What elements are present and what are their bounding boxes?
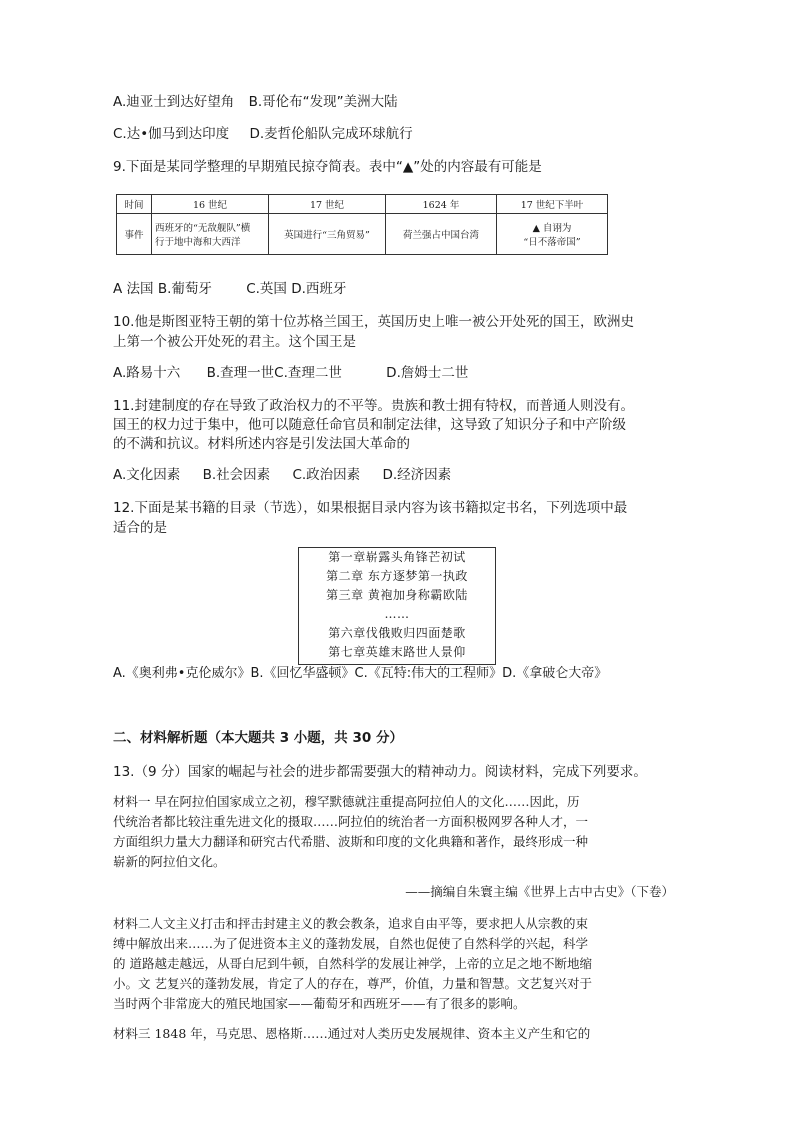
q10-stem-2: 上第一个被公开处死的君主。这个国王是 xyxy=(113,334,356,350)
material-1-line: 代统治者都比较注重先进文化的摄取……阿拉伯的统治者一方面积极网罗各种人才，一 xyxy=(113,814,589,829)
table-header-17c: 17 世纪 xyxy=(269,195,386,214)
q10-option-b[interactable]: B.查理一世 xyxy=(206,365,275,381)
material-2-line: 缚中解放出来……为了促进资本主义的蓬勃发展，自然也促使了自然科学的兴起，科学 xyxy=(113,936,589,951)
material-2-line: 材料二人文主义打击和抨击封建主义的教会教条，追求自由平等，要求把人从宗教的束 xyxy=(113,916,589,931)
q13-stem: 13.（9 分）国家的崛起与社会的进步都需要强大的精神动力。阅读材料，完成下列要求。 xyxy=(113,764,647,780)
toc-ellipsis: …… xyxy=(384,607,410,621)
q9-option-a[interactable]: A 法国 xyxy=(113,281,154,297)
cell-line: 西班牙的“无敌舰队”横 xyxy=(155,223,251,234)
material-1-line: 崭新的阿拉伯文化。 xyxy=(113,854,226,869)
q10-stem-1: 10.他是斯图亚特王朝的第十位苏格兰国王，英国历史上唯一被公开处死的国王，欧洲史 xyxy=(113,314,634,330)
q8-option-d[interactable]: D.麦哲伦船队完成环球航行 xyxy=(249,126,413,142)
toc-chapter-1: 第一章崭露头角锋芒初试 xyxy=(328,550,466,564)
q12-options xyxy=(113,664,607,684)
material-3-line: 材料三 1848 年，马克思、恩格斯……通过对人类历史发展规律、资本主义产生和它的 xyxy=(113,1026,591,1041)
material-2-line: 的 道路越走越远，从哥白尼到牛顿，自然科学的发展让神学，上帝的立足之地不断地缩 xyxy=(113,956,592,971)
q11-option-a[interactable]: A.文化因素 xyxy=(113,467,181,483)
q11-option-d[interactable]: D.经济因素 xyxy=(382,467,452,483)
q12-stem-1: 12.下面是某书籍的目录（节选），如果根据目录内容为该书籍拟定书名，下列选项中最 xyxy=(113,500,628,516)
q10-option-d[interactable]: D.詹姆士二世 xyxy=(386,365,469,381)
q11-stem-1: 11.封建制度的存在导致了政治权力的不平等。贵族和教士拥有特权，而普通人则没有。 xyxy=(113,398,634,414)
q12-option-a[interactable]: A.《奥利弗•克伦威尔》 xyxy=(113,666,251,681)
cell-line: “日不落帝国” xyxy=(523,237,581,248)
table-header-time: 时间 xyxy=(117,195,152,214)
table-cell-spain xyxy=(152,214,269,255)
q9-stem: 9.下面是某同学整理的早期殖民掠夺简表。表中“▲”处的内容最有可能是 xyxy=(113,159,542,175)
material-1-source: ——摘编自朱寰主编《世界上古中古史》（下卷） xyxy=(405,884,674,899)
q8-options-line1 xyxy=(113,92,398,112)
table-cell-britain: 英国进行“三角贸易” xyxy=(269,214,386,255)
q8-option-a[interactable]: A.迪亚士到达好望角 xyxy=(113,94,235,110)
section-2-title: 二、材料解析题（本大题共 3 小题，共 30 分） xyxy=(113,730,403,746)
q9-colonial-table xyxy=(116,194,608,255)
material-2-line: 小。文 艺复兴的蓬勃发展，肯定了人的存在，尊严，价值，力量和智慧。文艺复兴对于 xyxy=(113,976,592,991)
q12-option-b[interactable]: B.《回忆华盛顿》 xyxy=(250,666,355,681)
cell-line: 行于地中海和大西洋 xyxy=(155,237,241,248)
table-header-16c: 16 世纪 xyxy=(152,195,269,214)
table-header-17c-late: 17 世纪下半叶 xyxy=(497,195,608,214)
q11-option-b[interactable]: B.社会因素 xyxy=(202,467,271,483)
q9-option-b[interactable]: B.葡萄牙 xyxy=(157,281,212,297)
q10-option-c[interactable]: C.查理二世 xyxy=(274,365,342,381)
material-1-line: 方面组织力量大力翻译和研究古代希腊、波斯和印度的文化典籍和著作，最终形成一种 xyxy=(113,834,589,849)
material-2-line: 当时两个非常庞大的殖民地国家——葡萄牙和西班牙——有了很多的影响。 xyxy=(113,996,526,1011)
table-cell-dutch: 荷兰强占中国台湾 xyxy=(386,214,497,255)
q11-stem-3: 的不满和抗议。材料所述内容是引发法国大革命的 xyxy=(113,436,410,452)
q11-options xyxy=(113,465,451,485)
q9-option-d[interactable]: D.西班牙 xyxy=(291,281,347,297)
q12-option-d[interactable]: D.《拿破仑大帝》 xyxy=(502,666,608,681)
q12-option-c[interactable]: C.《瓦特:伟大的工程师》 xyxy=(354,666,503,681)
q10-options xyxy=(113,363,468,383)
book-toc-box xyxy=(298,547,496,665)
table-cell-blank xyxy=(497,214,608,255)
q8-options-line2 xyxy=(113,124,413,144)
q10-option-a[interactable]: A.路易十六 xyxy=(113,365,181,381)
q11-stem-2: 国王的权力过于集中，他可以随意任命官员和制定法律，这导致了知识分子和中产阶级 xyxy=(113,417,626,433)
cell-line: ▲ 自诩为 xyxy=(532,223,572,234)
q9-option-c[interactable]: C.英国 xyxy=(246,281,287,297)
toc-chapter-6: 第六章伐俄败归四面楚歌 xyxy=(328,626,466,640)
q11-option-c[interactable]: C.政治因素 xyxy=(292,467,361,483)
table-row-label: 事件 xyxy=(117,214,152,255)
toc-chapter-3: 第三章 黄袍加身称霸欧陆 xyxy=(326,588,468,602)
toc-chapter-2: 第二章 东方逐梦第一执政 xyxy=(326,569,468,583)
q8-option-c[interactable]: C.达•伽马到达印度 xyxy=(113,126,230,142)
q12-stem-2: 适合的是 xyxy=(113,520,167,536)
q8-option-b[interactable]: B.哥伦布“发现”美洲大陆 xyxy=(248,94,398,110)
table-header-1624: 1624 年 xyxy=(386,195,497,214)
toc-chapter-7: 第七章英雄末路世人景仰 xyxy=(328,645,466,659)
material-1-line: 材料一 早在阿拉伯国家成立之初，穆罕默德就注重提高阿拉伯人的文化……因此，历 xyxy=(113,794,580,809)
q9-options xyxy=(113,279,346,299)
